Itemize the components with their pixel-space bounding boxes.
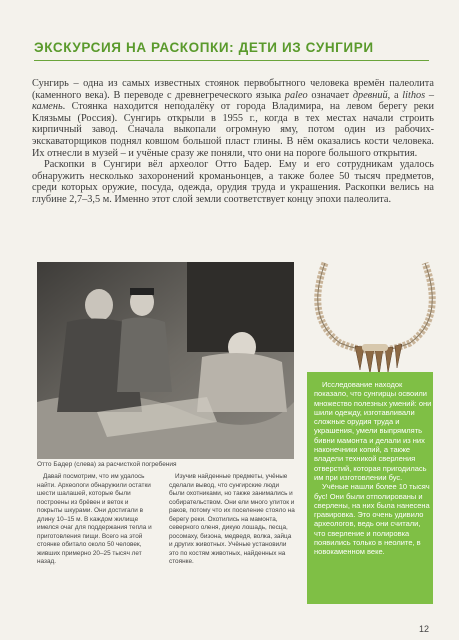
- bottom-column-left: [37, 473, 155, 567]
- bead-necklace-image: [300, 258, 450, 378]
- intro-p1-part: . Стоянка находится неподалёку от города Владимира, на левом берегу реки Клязьмы (Россия). Сунгирь открыли в 1955 г., когда в тех местах начали строить кирпичный завод. Сначала выкопали огромную яму, потом один из рабочих-экскаваторщиков поднял ковшом большой пласт глины. В нём оказались кости человека. Их отнесли в музей – и учёные сразу же поняли, что они на пороге большого открытия.: [32, 101, 434, 159]
- info-box-paragraph-2: Учёные нашли более 10 тысяч бус! Они были отполированы и сверлены, на них была нанесена гравировка. Это очень удивило археологов, ведь они считали, что сверление и полировка появились только в неолите, в новокаменном веке.: [314, 482, 430, 557]
- info-box-text: [314, 380, 432, 557]
- intro-p1-italic: lithos – камень: [32, 89, 435, 113]
- bottom-column-left-text: Давай посмотрим, что им удалось найти. Археологи обнаружили остатки шести шалашей, которые были построены из брёвен и веток и покрыты шкурами. Они достигали в длину 10–15 м. В каждом жилище имелся очаг для поддержания тепла и приготовления пищи. Всего на этой стоянке обитало около 50 человек, живших примерно 20–25 тысяч лет назад.: [37, 473, 152, 565]
- page-title: [34, 40, 434, 55]
- excavation-photo: [37, 262, 294, 459]
- title-underline: [34, 60, 429, 61]
- intro-paragraph-1: [32, 78, 434, 159]
- bottom-column-right: [169, 473, 296, 567]
- necklace-illustration: [300, 258, 450, 378]
- bottom-column-right-text: Изучив найденные предметы, учёные сделали вывод, что сунгирские люди были охотниками, но также занимались и собирательством. Они ели много улиток и раков, потому что их поселение стояло на берегу реки. Охотились на мамонта, северного оленя, дикую лошадь, песца, росомаху, бизона, медведя, волка, зайца и других животных. Учёные установили это по костям животных, найденных на стоянке.: [169, 473, 295, 565]
- intro-p1-part: означает: [307, 89, 353, 101]
- intro-p1-italic: paleo: [284, 89, 308, 101]
- intro-paragraph-2: Раскопки в Сунгири вёл археолог Отто Бадер. Ему и его сотрудникам удалось обнаружить несколько захоронений кроманьонцев, а также более 50 тысяч предметов, среди которых оружие, посуда, одежда, орудия труда и украшения. Раскопки велись на глубине 2,7–3,5 м. Именно этот слой земли соответствует концу эпохи палеолита.: [32, 159, 434, 205]
- intro-p1-part: Сунгирь – одна из самых известных стоянок первобытного человека времён палеолита (каменного века). В переводе с древнегреческого языка: [32, 78, 434, 101]
- page-number: 12: [419, 624, 430, 634]
- info-box-paragraph-1: Исследование находок показало, что сунгирцы освоили множество полезных умений: они шили одежду, изготавливали сложные орудия труда и украшения, умели выпрямлять бивни мамонта и делали из них наконечники копий, а также владели техникой сверления отверстий, которая пригодилась им при изготовлении бус.: [314, 380, 432, 482]
- page-title-text: ЭКСКУРСИЯ НА РАСКОПКИ: ДЕТИ ИЗ СУНГИРИ: [34, 40, 374, 55]
- photo-caption: Отто Бадер (слева) за расчисткой погребения: [37, 461, 177, 468]
- intro-p1-italic: древний: [352, 89, 388, 101]
- intro-p1-part: , а: [387, 89, 403, 101]
- excavation-photo-illustration: [37, 262, 294, 459]
- intro-text: [32, 78, 434, 206]
